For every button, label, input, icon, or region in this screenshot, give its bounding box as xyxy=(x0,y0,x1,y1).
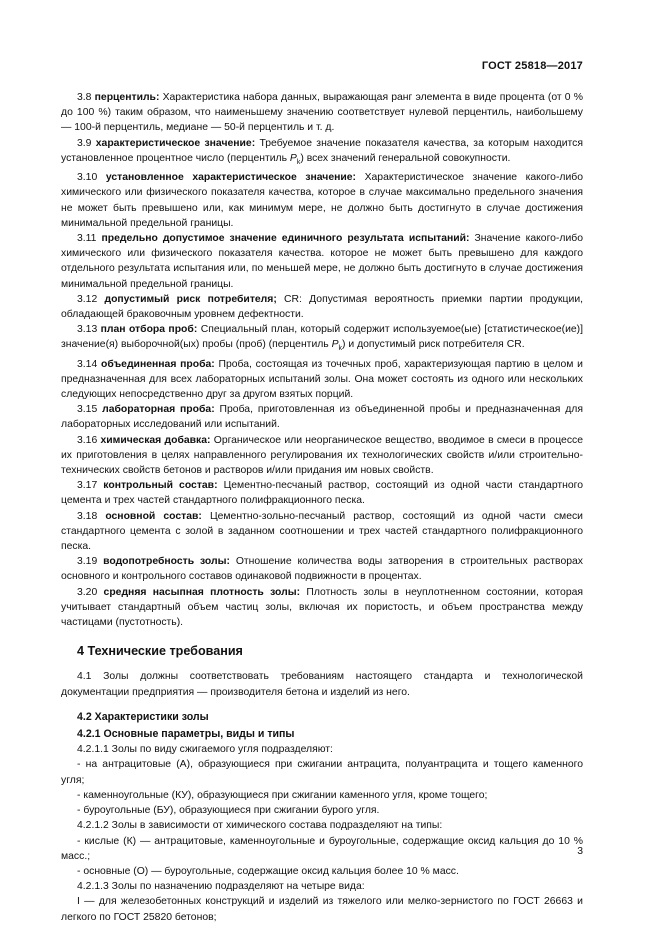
definition-3-15: 3.15 лабораторная проба: Проба, приготовленная из объединенной пробы и предназначенная для лабораторных исследований или испытаний. xyxy=(61,404,583,431)
section-heading-4: 4 Технические требования xyxy=(77,644,243,659)
definition-3-14: 3.14 объединенная проба: Проба, состоящая из точечных проб, характеризующая партию в целом и предназначенная для всех лабораторных испытаний золы. Она может состоять из одного или нескольких следующих непосредственно друг за другом взятых порций. xyxy=(61,358,583,401)
subsection-heading-4-2: 4.2 Характеристики золы xyxy=(77,710,209,723)
definition-3-18: 3.18 основной состав: Цементно-зольно-песчаный раствор, состоящий из одной части смеси стандартного цемента с золой в заданном соотношении и трех частей стандартного полифракционного песка. xyxy=(61,510,583,553)
definition-3-13: 3.13 план отбора проб: Специальный план, который содержит используемое(ые) [статистическое(ие)] значение(я) выборочной(ых) пробы (проб) (перцентиль $P_k$) и допустимый риск потребителя CR. xyxy=(61,324,584,353)
paragraph-4-2-1-1: 4.2.1.1 Золы по виду сжигаемого угля подразделяют: xyxy=(77,744,333,756)
page-number: 3 xyxy=(577,846,583,857)
document-body xyxy=(61,90,583,925)
definition-3-8: 3.8 перцентиль: Характеристика набора данных, выражающая ранг элемента в виде процента (от 0 % до 100 %) таким образом, что наименьшему значению соответствует нулевой перцентиль, наибольшему — 100-й перцентиль, медиане — 50-й перцентиль и т. д. xyxy=(61,92,583,134)
definition-3-16: 3.16 химическая добавка: Органическое или неорганическое вещество, вводимое в смеси в процессе их приготовления в целях направленного регулирования их технологических свойств и/или строительно-технических свойств бетонов и растворов и/или придания им новых свойств. xyxy=(61,434,583,477)
definition-3-20: 3.20 средняя насыпная плотность золы: Плотность золы в неуплотненном состоянии, которая учитывает стандартный объем частиц золы, включая их пористость, и объем пространства между частицами (пустотность). xyxy=(61,586,583,629)
definition-3-11: 3.11 предельно допустимое значение единичного результата испытаний: Значение какого-либо химического или физического показателя качества. которое не может быть превышено для каждого отдельного результата испытания или, по меньшей мере, не должно быть достигнуто в случае достижения минимальной предельной границы. xyxy=(61,232,583,290)
list-item: - буроугольные (БУ), образующиеся при сжигании бурого угля. xyxy=(77,805,380,817)
list-item: I — для железобетонных конструкций и изделий из тяжелого или мелко-зернистого по ГОСТ 26663 и легкого по ГОСТ 25820 бетонов; xyxy=(61,896,583,923)
definition-3-10: 3.10 установленное характеристическое значение: Характеристическое значение какого-либо химического или физического показателя качества, которое в случае максимально предельного значения не может быть превышено или, как минимум мере, не должно быть достигнуто в случае достижения минимальной предельной границы. xyxy=(61,172,584,229)
list-item: - основные (О) — буроугольные, содержащие оксид кальция более 10 % масс. xyxy=(77,865,459,877)
paragraph-4-2-1-3: 4.2.1.3 Золы по назначению подразделяют на четыре вида: xyxy=(77,881,365,893)
paragraph-4-2-1-2: 4.2.1.2 Золы в зависимости от химического состава подразделяют на типы: xyxy=(77,820,443,832)
paragraph-4-1: 4.1 Золы должны соответствовать требованиям настоящего стандарта и технологической документации предприятия — производителя бетона и изделий из него. xyxy=(61,671,583,698)
definition-3-17: 3.17 контрольный состав: Цементно-песчаный раствор, состоящий из одной части стандартного цемента и трех частей стандартного полифракционного песка. xyxy=(61,480,584,507)
document-header: ГОСТ 25818—2017 xyxy=(481,60,583,72)
definition-3-19: 3.19 водопотребность золы: Отношение количества воды затворения в строительных растворах основного и контрольного составов одинаковой подвижности в процентах. xyxy=(61,556,583,583)
list-item: - каменноугольные (КУ), образующиеся при сжигании каменного угля, кроме тощего; xyxy=(77,789,488,801)
definition-3-9: 3.9 характеристическое значение: Требуемое значение показателя качества, за которым находится установленное процентное число (перцентиль $P_k$) всех значений генеральной совокупности. xyxy=(61,137,583,166)
subsection-heading-4-2-1: 4.2.1 Основные параметры, виды и типы xyxy=(77,728,295,741)
list-item: - на антрацитовые (А), образующиеся при сжигании антрацита, полуантрацита и тощего каменного угля; xyxy=(61,759,583,786)
definition-3-12: 3.12 допустимый риск потребителя; CR: Допустимая вероятность приемки партии продукции, обладающей браковочным уровнем дефектности. xyxy=(61,293,584,320)
list-item: - кислые (К) — антрацитовые, каменноугольные и буроугольные, содержащие оксид кальция до 10 % масс.; xyxy=(61,835,583,862)
